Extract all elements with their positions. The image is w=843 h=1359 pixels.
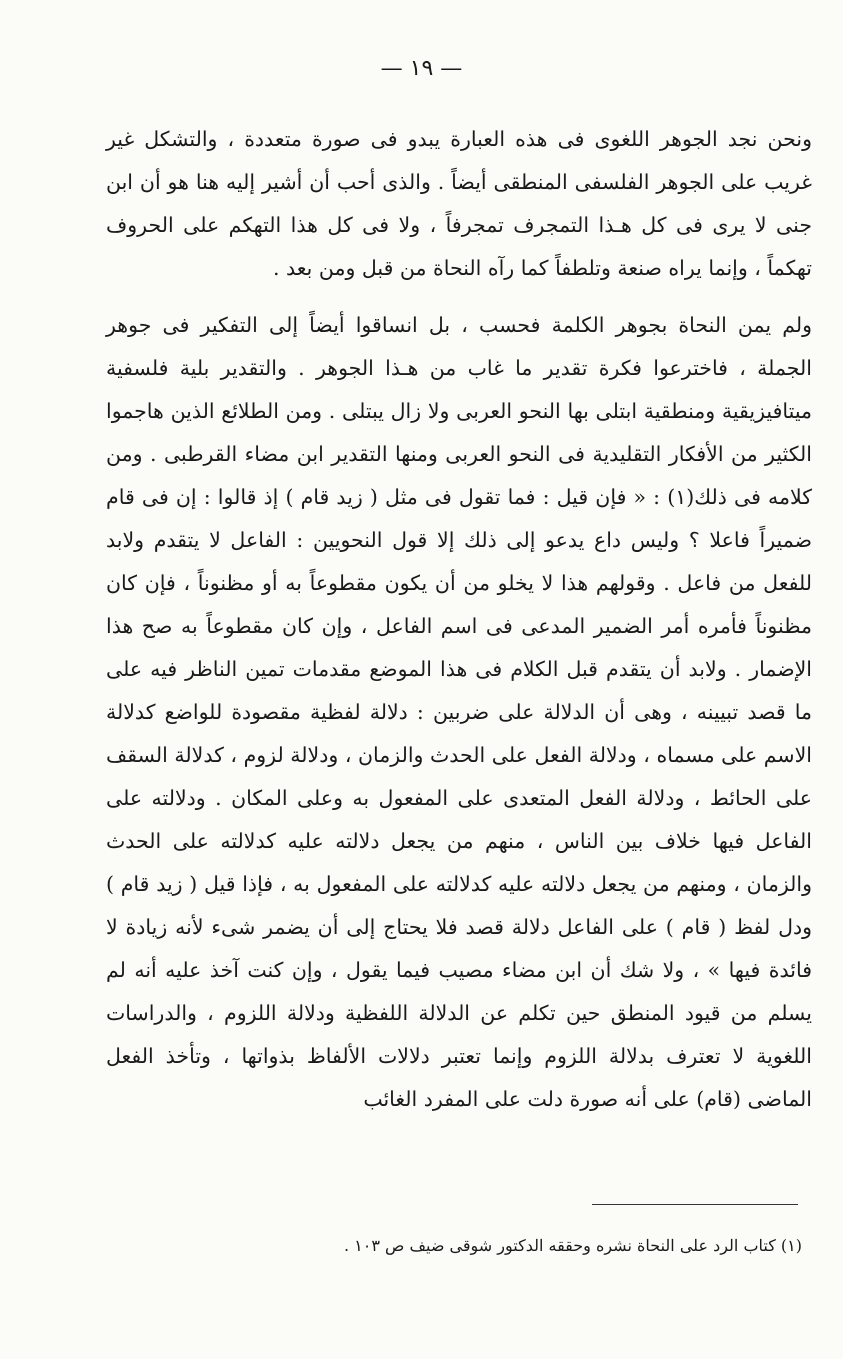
- footnote-divider: [592, 1204, 798, 1205]
- body-text: [106, 118, 812, 1121]
- paragraph-1: ونحن نجد الجوهر اللغوى فى هذه العبارة يبدو فى صورة متعددة ، والتشكل غير غريب على الجوهر الفلسفى المنطقى أيضاً . والذى أحب أن أشير إليه هنا هو أن ابن جنى لا يرى فى كل هـذا التمجرف تمجرفاً ، ولا فى كل هذا التهكم على الحروف تهكماً ، وإنما يراه صنعة وتلطفاً كما رآه النحاة من قبل ومن بعد .: [106, 127, 812, 280]
- footnote: (١) كتاب الرد على النحاة نشره وحققه الدكتور شوقى ضيف ص ١٠٣ .: [343, 1236, 802, 1255]
- paragraph-2: ولم يمن النحاة بجوهر الكلمة فحسب ، بل انساقوا أيضاً إلى التفكير فى جوهر الجملة ، فاخترعوا فكرة تقدير ما غاب من هـذا الجوهر . والتقدير بلية فلسفية ميتافيزيقية ومنطقية ابتلى بها النحو العربى ولا زال يبتلى . ومن الطلائع الذين هاجموا الكثير من الأفكار التقليدية فى النحو العربى ومنها التقدير ابن مضاء القرطبى . ومن كلامه فى ذلك(١) : « فإن قيل : فما تقول فى مثل ( زيد قام ) إذ قالوا : إن فى قام ضميراً فاعلا ؟ وليس داع يدعو إلى ذلك إلا قول النحويين : الفاعل لا يتقدم ولابد للفعل من فاعل . وقولهم هذا لا يخلو من أن يكون مقطوعاً به أو مظنوناً ، فإن كان مظنوناً فأمره أمر الضمير المدعى فى اسم الفاعل ، وإن كان مقطوعاً به صح هذا الإضمار . ولابد أن يتقدم قبل الكلام فى هذا الموضع مقدمات تمين الناظر فيه على ما قصد تبيينه ، وهى أن الدلالة على ضربين : دلالة لفظية مقصودة للواضع كدلالة الاسم على مسماه ، ودلالة الفعل على الحدث والزمان ، ودلالة لزوم ، كدلالة السقف على الحائط ، ودلالة الفعل المتعدى على المفعول به وعلى المكان . ودلالته على الفاعل فيها خلاف بين الناس ، منهم من يجعل دلالته عليه كدلالته على الحدث والزمان ، ومنهم من يجعل دلالته عليه كدلالته على المفعول به ، فإذا قيل ( زيد قام ) ودل لفظ ( قام ) على الفاعل دلالة قصد فلا يحتاج إلى أن يضمر شىء لأنه زيادة لا فائدة فيها » ، ولا شك أن ابن مضاء مصيب فيما يقول ، وإن كنت آخذ عليه أنه لم يسلم من قيود المنطق حين تكلم عن الدلالة اللفظية ودلالة اللزوم ، والدراسات اللغوية لا تعترف بدلالة اللزوم وإنما تعتبر دلالات الألفاظ بذواتها ، وتأخذ الفعل الماضى (قام) على أنه صورة دلت على المفرد الغائب: [106, 313, 812, 1111]
- page-number: — ١٩ —: [380, 56, 463, 81]
